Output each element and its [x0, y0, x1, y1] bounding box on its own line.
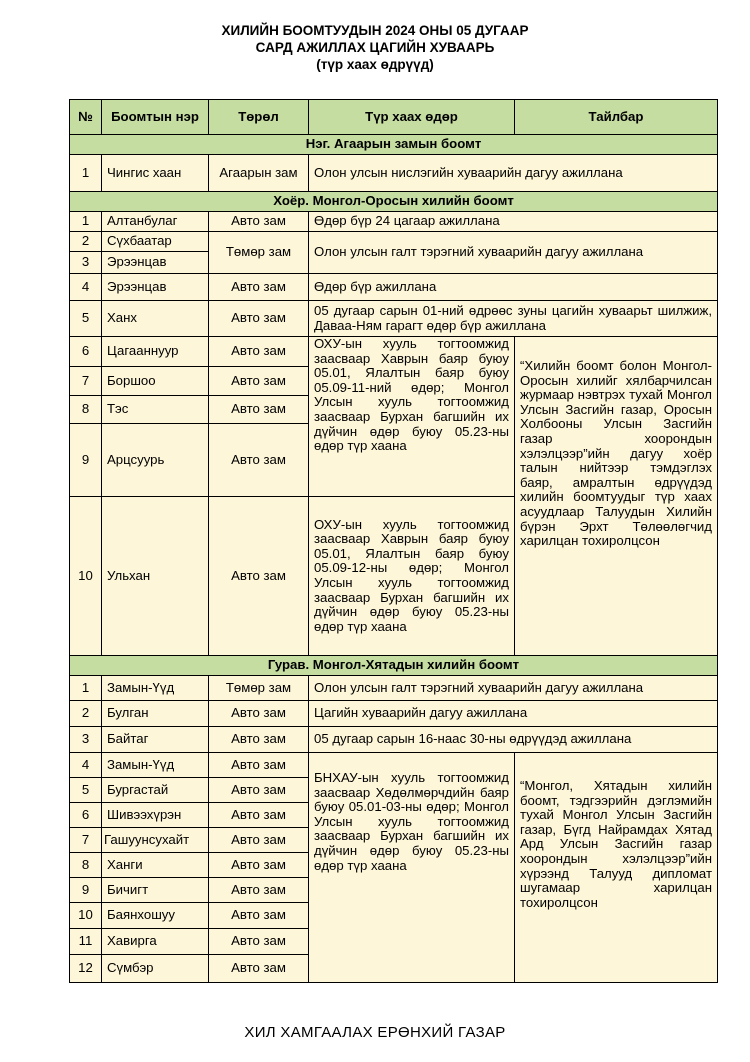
port-type: Авто зам — [209, 803, 309, 828]
close-date: Олон улсын галт тэрэгний хуваарийн дагуу ажиллана — [309, 676, 718, 701]
port-name: Замын-Үүд — [102, 676, 209, 701]
port-name: Баянхошуу — [102, 903, 209, 929]
port-type: Авто зам — [209, 955, 309, 983]
port-type: Авто зам — [209, 828, 309, 853]
table-row — [70, 155, 718, 192]
row-no: 4 — [70, 753, 102, 778]
table-header-row — [70, 100, 718, 135]
table-row — [70, 212, 718, 232]
port-name: Эрээнцав — [102, 274, 209, 301]
row-no: 10 — [70, 497, 102, 656]
row-no: 8 — [70, 853, 102, 878]
header-no: № — [70, 100, 102, 135]
row-no: 6 — [70, 803, 102, 828]
close-date: Өдөр бүр ажиллана — [309, 274, 718, 301]
row-no: 8 — [70, 396, 102, 424]
title-line-3: (түр хаах өдрүүд) — [316, 57, 434, 72]
close-date: Цагийн хуваарийн дагуу ажиллана — [309, 701, 718, 727]
port-name: Цагааннуур — [102, 337, 209, 367]
port-type: Авто зам — [209, 274, 309, 301]
row-no: 1 — [70, 212, 102, 232]
port-name: Бургастай — [102, 778, 209, 803]
port-name: Шивээхүрэн — [102, 803, 209, 828]
close-date: Олон улсын нислэгийн хуваарийн дагуу ажиллана — [309, 155, 718, 192]
document-title — [0, 22, 750, 73]
close-date: 05 дугаар сарын 01-ний өдрөөс зуны цагийн хуваарьт шилжиж, Даваа-Ням гарагт өдөр бүр ажиллана — [309, 301, 718, 337]
port-name: Чингис хаан — [102, 155, 209, 192]
title-line-2: САРД АЖИЛЛАХ ЦАГИЙН ХУВААРЬ — [255, 40, 495, 55]
port-name: Байтаг — [102, 727, 209, 753]
table-row — [70, 701, 718, 727]
title-line-1: ХИЛИЙН БООМТУУДЫН 2024 ОНЫ 05 ДУГААР — [221, 23, 529, 38]
port-type: Төмөр зам — [209, 232, 309, 274]
port-type: Авто зам — [209, 424, 309, 497]
note: “Монгол, Хятадын хилийн боомт, тэдгээрийн дэглэмийн тухай Монгол Улсын Засгийн газар, Бүгд Найрамдах Хятад Ард Улсын Засгийн газар хоорондын хэлэлцээр”ийн хүрээнд Талууд дипломат шугамаар харилцан тохиролцсон — [515, 753, 718, 983]
row-no: 9 — [70, 424, 102, 497]
table-row — [70, 753, 718, 778]
row-no: 12 — [70, 955, 102, 983]
port-type: Төмөр зам — [209, 676, 309, 701]
port-name: Ханги — [102, 853, 209, 878]
row-no: 1 — [70, 155, 102, 192]
row-no: 6 — [70, 337, 102, 367]
section-title-russia: Хоёр. Монгол-Оросын хилийн боомт — [70, 192, 718, 212]
section-row — [70, 135, 718, 155]
port-type: Агаарын зам — [209, 155, 309, 192]
table-row — [70, 301, 718, 337]
row-no: 10 — [70, 903, 102, 929]
row-no: 2 — [70, 701, 102, 727]
close-date: БНХАУ-ын хууль тогтоомжид заасваар Хөдөлмөрчдийн баяр буюу 05.01-03-ны өдөр; Монгол Улсын хууль тогтоомжид заасваар Бурхан багшийн их дүйчин өдөр буюу 05.23-ны өдөр түр хаана — [309, 753, 515, 983]
close-date: ОХУ-ын хууль тогтоомжид заасваар Хаврын баяр буюу 05.01, Ялалтын баяр буюу 05.09-12-ны өдөр; Монгол Улсын хууль тогтоомжид заасваар Бурхан багшийн их дүйчин өдөр буюу 05.23-ны өдөр түр хаана — [309, 497, 515, 656]
section-title-air: Нэг. Агаарын замын боомт — [70, 135, 718, 155]
port-type: Авто зам — [209, 727, 309, 753]
port-name: Хавирга — [102, 929, 209, 955]
row-no: 9 — [70, 878, 102, 903]
port-name: Сүмбэр — [102, 955, 209, 983]
header-close-date: Түр хаах өдөр — [309, 100, 515, 135]
port-type: Авто зам — [209, 337, 309, 367]
port-name: Алтанбулаг — [102, 212, 209, 232]
port-name: Эрээнцав — [102, 252, 209, 274]
header-type: Төрөл — [209, 100, 309, 135]
row-no: 3 — [70, 252, 102, 274]
row-no: 1 — [70, 676, 102, 701]
port-name: Булган — [102, 701, 209, 727]
port-type: Авто зам — [209, 396, 309, 424]
row-no: 3 — [70, 727, 102, 753]
close-date: Өдөр бүр 24 цагаар ажиллана — [309, 212, 718, 232]
header-name: Боомтын нэр — [102, 100, 209, 135]
table-row — [70, 727, 718, 753]
port-type: Авто зам — [209, 903, 309, 929]
port-name: Гашуунсухайт — [102, 828, 209, 853]
section-row — [70, 192, 718, 212]
table-row — [70, 676, 718, 701]
row-no: 5 — [70, 301, 102, 337]
row-no: 7 — [70, 828, 102, 853]
close-date: 05 дугаар сарын 16-наас 30-ны өдрүүдэд ажиллана — [309, 727, 718, 753]
table-row — [70, 337, 718, 367]
port-type: Авто зам — [209, 853, 309, 878]
table-row — [70, 232, 718, 252]
schedule-table — [69, 99, 718, 983]
section-title-china: Гурав. Монгол-Хятадын хилийн боомт — [70, 656, 718, 676]
port-name: Замын-Үүд — [102, 753, 209, 778]
port-name: Тэс — [102, 396, 209, 424]
row-no: 4 — [70, 274, 102, 301]
port-name: Сүхбаатар — [102, 232, 209, 252]
port-type: Авто зам — [209, 497, 309, 656]
port-type: Авто зам — [209, 929, 309, 955]
section-row — [70, 656, 718, 676]
port-name: Боршоо — [102, 367, 209, 396]
row-no: 2 — [70, 232, 102, 252]
port-type: Авто зам — [209, 367, 309, 396]
footer-organization: ХИЛ ХАМГААЛАХ ЕРӨНХИЙ ГАЗАР — [244, 1024, 506, 1041]
port-type: Авто зам — [209, 878, 309, 903]
port-type: Авто зам — [209, 778, 309, 803]
port-name: Бичигт — [102, 878, 209, 903]
header-note: Тайлбар — [515, 100, 718, 135]
port-name: Ульхан — [102, 497, 209, 656]
port-name: Арцсуурь — [102, 424, 209, 497]
port-name: Ханх — [102, 301, 209, 337]
port-type: Авто зам — [209, 701, 309, 727]
close-date: ОХУ-ын хууль тогтоомжид заасваар Хаврын баяр буюу 05.01, Ялалтын баяр буюу 05.09-11-ний өдөр; Монгол Улсын хууль тогтоомжид заасваар Бурхан багшийн их дүйчин өдөр буюу 05.23-ны өдөр түр хаана — [309, 337, 515, 497]
port-type: Авто зам — [209, 212, 309, 232]
note: “Хилийн боомт болон Монгол-Оросын хилийг хялбарчилсан журмаар нэвтрэх тухай Монгол Улсын Засгийн газар, Оросын Холбооны Улсын Засгийн газар хоорондын хэлэлцээр”ийн дагуу хоёр талын нийтээр тэмдэглэх баяр, амралтын өдрүүдэд хилийн боомтуудыг түр хаах асуудлаар Талуудын Хилийн бүрэн Эрхт Төлөөлөгчид харилцан тохиролцсон — [515, 337, 718, 656]
row-no: 7 — [70, 367, 102, 396]
port-type: Авто зам — [209, 753, 309, 778]
port-type: Авто зам — [209, 301, 309, 337]
row-no: 5 — [70, 778, 102, 803]
close-date: Олон улсын галт тэрэгний хуваарийн дагуу ажиллана — [309, 232, 718, 274]
table-row — [70, 274, 718, 301]
row-no: 11 — [70, 929, 102, 955]
